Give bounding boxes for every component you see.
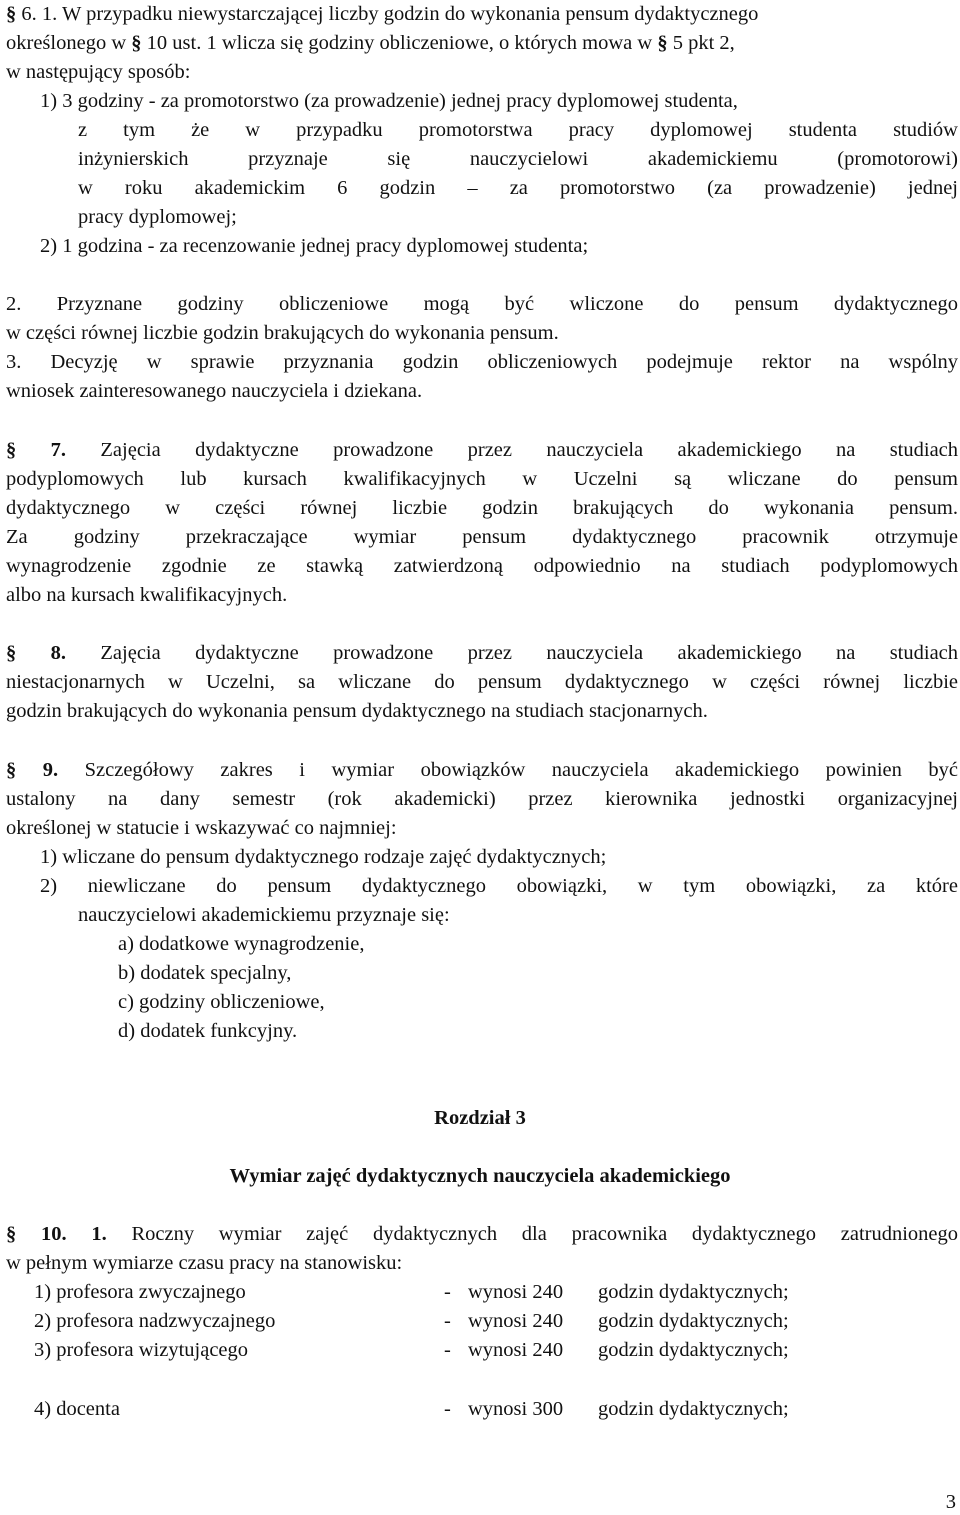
hours-unit: godzin dydaktycznych; <box>598 1310 789 1332</box>
list-item: 2) 1 godzina - za recenzowanie jednej pracy dyplomowej studenta; <box>40 235 589 257</box>
paragraph-10-number: 10. 1. <box>40 1223 107 1245</box>
hours-amount: wynosi 240 <box>468 1339 564 1361</box>
paragraph-7-line-5: wynagrodzenie zgodnie ze stawką zatwierdzoną odpowiednio na studiach podyplomowych <box>6 555 958 577</box>
section-symbol: § <box>6 3 17 25</box>
paragraph-6-number: 6. 1. <box>21 3 58 25</box>
list-item: 1) wliczane do pensum dydaktycznego rodzaje zajęć dydaktycznych; <box>40 846 607 868</box>
list-item-continuation: inżynierskich przyznaje się nauczycielowi akademickiemu (promotorowi) <box>78 148 958 170</box>
list-item-continuation: z tym że w przypadku promotorstwa pracy dyplomowej studenta studiów <box>78 119 958 141</box>
paragraph-6-line-2: określonego w § 10 ust. 1 wlicza się godziny obliczeniowe, o których mowa w § 5 pkt 2, <box>6 32 735 54</box>
list-item: 2) niewliczane do pensum dydaktycznego obowiązki, w tym obowiązki, za które <box>40 875 958 897</box>
dash: - <box>444 1398 451 1420</box>
hours-unit: godzin dydaktycznych; <box>598 1398 789 1420</box>
table-row <box>6 1307 958 1335</box>
paragraph-6-3-line-2: wniosek zainteresowanego nauczyciela i dziekana. <box>6 380 423 402</box>
paragraph-7-line-2: podyplomowych lub kursach kwalifikacyjnych w Uczelni są wliczane do pensum <box>6 468 958 490</box>
paragraph-8-line-3: godzin brakujących do wykonania pensum dydaktycznego na studiach stacjonarnych. <box>6 700 708 722</box>
list-item-continuation: nauczycielowi akademickiemu przyznaje się: <box>78 904 450 926</box>
sub-list-item: a) dodatkowe wynagrodzenie, <box>118 933 365 955</box>
section-symbol: § <box>6 759 17 781</box>
table-row <box>6 1278 958 1306</box>
dash: - <box>444 1310 451 1332</box>
hours-amount: wynosi 240 <box>468 1281 564 1303</box>
table-row <box>6 1395 958 1423</box>
section-symbol: § <box>657 32 668 54</box>
paragraph-7-number: 7. <box>50 439 67 461</box>
hours-unit: godzin dydaktycznych; <box>598 1281 789 1303</box>
paragraph-9-number: 9. <box>42 759 59 781</box>
position-name: 4) docenta <box>34 1398 120 1420</box>
paragraph-9-line-2: ustalony na dany semestr (rok akademicki) przez kierownika jednostki organizacyjnej <box>6 788 958 810</box>
paragraph-9-line-3: określonej w statucie i wskazywać co najmniej: <box>6 817 397 839</box>
paragraph-6-2-line-2: w części równej liczbie godzin brakujących do wykonania pensum. <box>6 322 559 344</box>
paragraph-8-number: 8. <box>50 642 67 664</box>
section-symbol: § <box>6 439 17 461</box>
paragraph-8-line-2: niestacjonarnych w Uczelni, sa wliczane do pensum dydaktycznego w części równej liczbie <box>6 671 958 693</box>
dash: - <box>444 1339 451 1361</box>
chapter-subtitle: Wymiar zajęć dydaktycznych nauczyciela akademickiego <box>229 1165 731 1187</box>
sub-list-item: c) godziny obliczeniowe, <box>118 991 325 1013</box>
position-name: 1) profesora zwyczajnego <box>34 1281 246 1303</box>
paragraph-6-text: W przypadku niewystarczającej liczby godzin do wykonania pensum dydaktycznego <box>62 3 759 25</box>
list-item-continuation: w roku akademickim 6 godzin – za promotorstwo (za prowadzenie) jednej <box>78 177 958 199</box>
position-name: 3) profesora wizytującego <box>34 1339 249 1361</box>
paragraph-9-line-1: § 9. Szczegółowy zakres i wymiar obowiązków nauczyciela akademickiego powinien być <box>6 759 959 781</box>
paragraph-8-line-1: § 8. Zajęcia dydaktyczne prowadzone przez nauczyciela akademickiego na studiach <box>6 642 959 664</box>
list-item: 1) 3 godziny - za promotorstwo (za prowadzenie) jednej pracy dyplomowej studenta, <box>40 90 738 112</box>
sub-list-item: b) dodatek specjalny, <box>118 962 292 984</box>
paragraph-10-line-2: w pełnym wymiarze czasu pracy na stanowisku: <box>6 1252 403 1274</box>
paragraph-7-line-3: dydaktycznego w części równej liczbie godzin brakujących do wykonania pensum. <box>6 497 958 519</box>
section-symbol: § <box>131 32 142 54</box>
hours-unit: godzin dydaktycznych; <box>598 1339 789 1361</box>
position-name: 2) profesora nadzwyczajnego <box>34 1310 276 1332</box>
paragraph-7-line-6: albo na kursach kwalifikacyjnych. <box>6 584 288 606</box>
table-row <box>6 1336 958 1364</box>
page-number: 3 <box>945 1491 956 1513</box>
sub-list-item: d) dodatek funkcyjny. <box>118 1020 298 1042</box>
paragraph-7-line-1: § 7. Zajęcia dydaktyczne prowadzone przez nauczyciela akademickiego na studiach <box>6 439 959 461</box>
paragraph-6-3-line-1: 3. Decyzję w sprawie przyznania godzin obliczeniowych podejmuje rektor na wspólny <box>6 351 959 373</box>
paragraph-10-line-1: § 10. 1. Roczny wymiar zajęć dydaktycznych dla pracownika dydaktycznego zatrudnionego <box>6 1223 959 1245</box>
paragraph-6-2-line-1: 2. Przyznane godziny obliczeniowe mogą być wliczone do pensum dydaktycznego <box>6 293 959 315</box>
chapter-title: Rozdział 3 <box>434 1107 526 1129</box>
paragraph-6-line-1 <box>6 0 958 28</box>
section-symbol: § <box>6 642 17 664</box>
paragraph-6-line-3: w następujący sposób: <box>6 61 191 83</box>
paragraph-7-line-4: Za godziny przekraczające wymiar pensum dydaktycznego pracownik otrzymuje <box>6 526 958 548</box>
list-item-continuation: pracy dyplomowej; <box>78 206 237 228</box>
hours-amount: wynosi 300 <box>468 1398 564 1420</box>
section-symbol: § <box>6 1223 17 1245</box>
dash: - <box>444 1281 451 1303</box>
hours-amount: wynosi 240 <box>468 1310 564 1332</box>
